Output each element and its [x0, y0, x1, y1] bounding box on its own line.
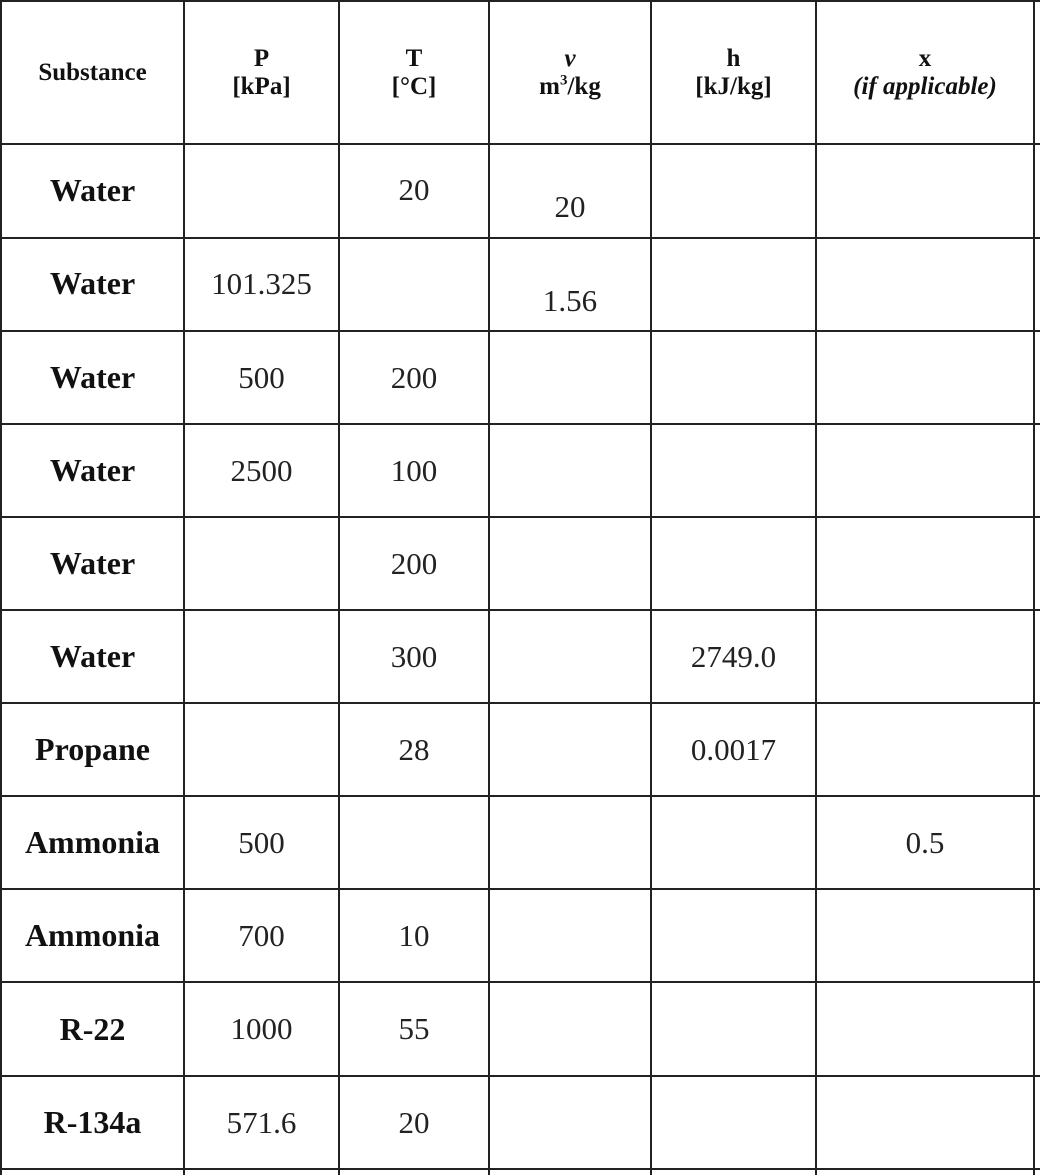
- table-cell-specific-volume: [488, 423, 652, 518]
- table-cell-quality: [815, 702, 1035, 797]
- header-pressure: [183, 0, 340, 145]
- header-temperature-symbol: T: [405, 44, 423, 72]
- header-volume-unit-base: m: [539, 72, 560, 100]
- table-cell-temperature: 20: [398, 172, 430, 207]
- table-cell-substance: Ammonia: [24, 824, 161, 860]
- table-cell-pressure: [183, 143, 340, 237]
- table-cell-specific-volume: [488, 702, 652, 797]
- header-volume-unit: [539, 73, 601, 101]
- table-cell-substance: Water: [49, 452, 136, 488]
- table-cell-specific-volume: 20: [554, 189, 586, 224]
- table-cell-substance: Ammonia: [24, 917, 161, 953]
- table-cell-temperature: 100: [390, 452, 438, 488]
- table-cell-enthalpy: [650, 423, 817, 518]
- table-cell-pressure: 500: [238, 824, 285, 860]
- table-cell-enthalpy: [650, 516, 817, 611]
- table-cell-quality: [815, 1075, 1035, 1170]
- table-cell-specific-volume: [488, 888, 652, 983]
- header-enthalpy: [650, 0, 817, 145]
- table-cell-substance: R-134a: [43, 1104, 142, 1140]
- table-cell-substance: Water: [49, 359, 136, 395]
- header-quality: [815, 0, 1035, 145]
- header-temperature-unit: [°C]: [391, 72, 437, 100]
- header-substance-label: Substance: [38, 58, 147, 86]
- table-cell-pressure: [183, 702, 340, 797]
- table-cell-enthalpy: 2749.0: [690, 638, 777, 674]
- table-cell-quality: [815, 143, 1035, 237]
- table-cell-pressure: 571.6: [226, 1104, 297, 1140]
- table-cell-specific-volume: [488, 1075, 652, 1170]
- header-pressure-unit: [kPa]: [232, 72, 291, 100]
- table-cell-enthalpy: [650, 143, 817, 237]
- table-cell-specific-volume: [488, 330, 652, 425]
- table-cell-enthalpy: [650, 330, 817, 425]
- table-cell-substance: Water: [49, 638, 136, 674]
- table-cell-substance: Water: [49, 171, 136, 208]
- table-cell-quality: [815, 609, 1035, 704]
- table-cell-specific-volume: [488, 516, 652, 611]
- table-cell-enthalpy: [650, 888, 817, 983]
- table-cell-pressure: [183, 609, 340, 704]
- header-substance: [0, 0, 185, 145]
- table-cell-substance: Water: [49, 545, 136, 581]
- header-temperature: [338, 0, 490, 145]
- table-cell-pressure: 1000: [230, 1011, 293, 1046]
- table-cell-substance: Water: [49, 265, 136, 301]
- table-cell-enthalpy: [650, 1075, 817, 1170]
- table-cell-pressure: 2500: [230, 452, 293, 488]
- table-cell-temperature: 300: [390, 638, 438, 674]
- header-volume-unit-exp: 3: [559, 72, 568, 89]
- table-cell-temperature: 28: [398, 731, 430, 767]
- table-cell-pressure: [183, 516, 340, 611]
- table-cell-specific-volume: 1.56: [542, 282, 598, 318]
- table-cell-quality: [815, 330, 1035, 425]
- table-cell-quality: [815, 423, 1035, 518]
- table-cell-enthalpy: 0.0017: [690, 731, 777, 767]
- table-cell-temperature: 10: [398, 917, 430, 953]
- header-enthalpy-symbol: h: [726, 44, 741, 72]
- table-cell-temperature: 20: [398, 1104, 430, 1140]
- table-cell-pressure: 700: [238, 917, 285, 953]
- table-cell-temperature: 200: [390, 359, 438, 395]
- table-cell-specific-volume: [488, 795, 652, 890]
- table-cell-quality: 0.5: [905, 824, 945, 860]
- table-cell-quality: [815, 981, 1035, 1077]
- header-pressure-symbol: P: [253, 44, 270, 72]
- table-cell-enthalpy: [650, 795, 817, 890]
- table-cell-substance: R-22: [59, 1010, 126, 1047]
- table-cell-pressure: 101.325: [211, 265, 312, 301]
- table-cell-temperature: [338, 237, 490, 330]
- header-volume-symbol: v: [564, 44, 576, 72]
- header-specific-volume: [488, 0, 652, 145]
- table-cell-quality: [815, 237, 1035, 330]
- table-cell-substance: Propane: [35, 731, 150, 767]
- table-cell-specific-volume: [488, 981, 652, 1077]
- table-cell-specific-volume: [488, 609, 652, 704]
- table-cell-enthalpy: [650, 237, 817, 330]
- table-cell-quality: [815, 888, 1035, 983]
- header-volume-unit-rest: /kg: [567, 72, 601, 100]
- header-enthalpy-unit: [kJ/kg]: [695, 72, 772, 100]
- table-cell-temperature: 200: [390, 545, 438, 581]
- table-cell-pressure: 500: [238, 359, 285, 395]
- table-cell-temperature: 55: [398, 1011, 430, 1046]
- table-cell-temperature: [338, 795, 490, 890]
- header-quality-note: (if applicable): [853, 72, 997, 100]
- header-quality-symbol: x: [918, 44, 932, 72]
- table-cell-quality: [815, 516, 1035, 611]
- table-cell-enthalpy: [650, 981, 817, 1077]
